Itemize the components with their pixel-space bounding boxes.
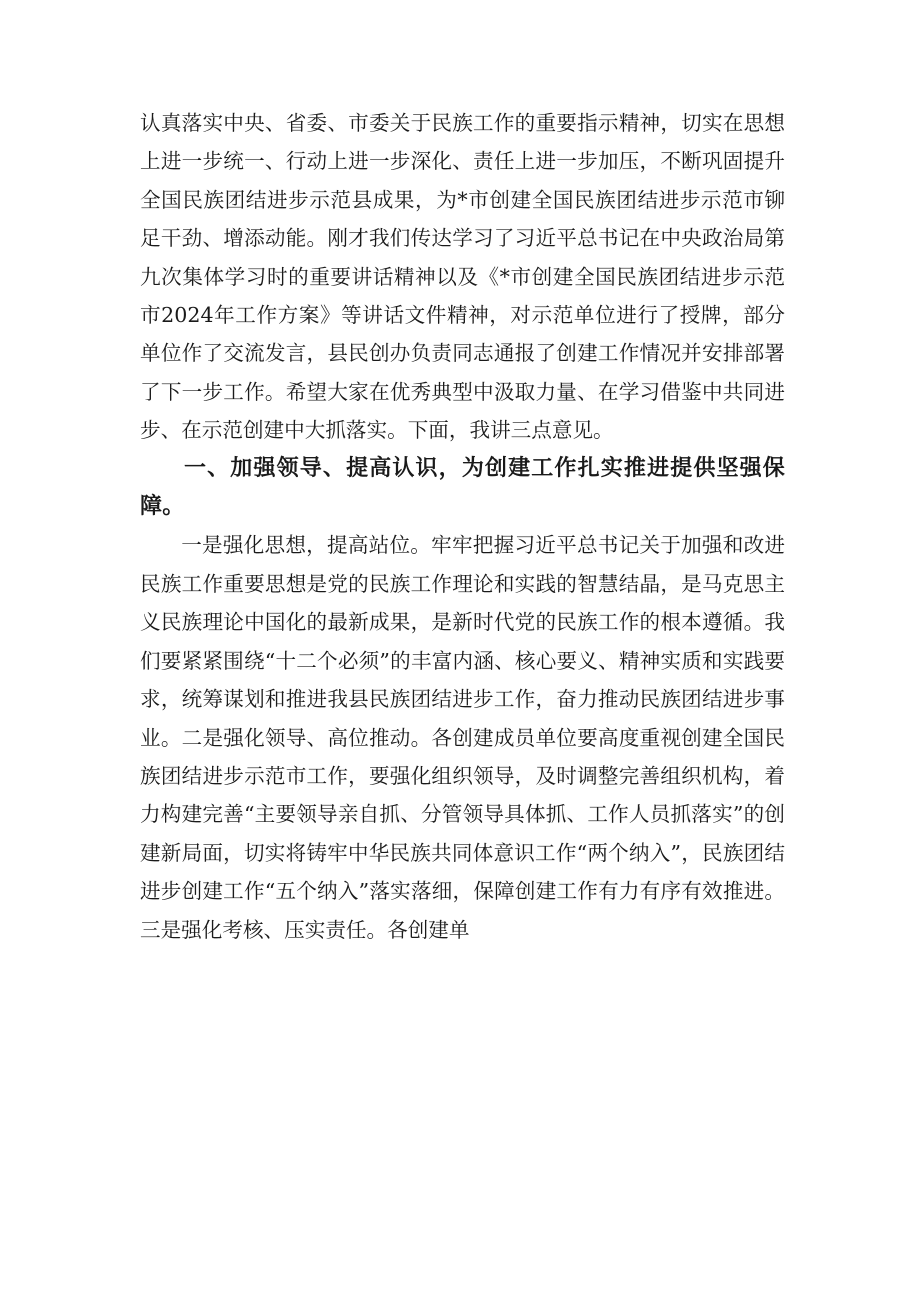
section-body-paragraph: 一是强化思想，提高站位。牢牢把握习近平总书记关于加强和改进民族工作重要思想是党的民族工作理论和实践的智慧结晶，是马克思主义民族理论中国化的最新成果，是新时代党的民族工作的根本遵循。我们要紧紧围绕“十二个必须”的丰富内涵、核心要义、精神实质和实践要求，统筹谋划和推进我县民族团结进步工作，奋力推动民族团结进步事业。二是强化领导、高位推动。各创建成员单位要高度重视创建全国民族团结进步示范市工作，要强化组织领导，及时调整完善组织机构，着力构建完善“主要领导亲自抓、分管领导具体抓、工作人员抓落实”的创建新局面，切实将铸牢中华民族共同体意识工作“两个纳入”，民族团结进步创建工作“五个纳入”落实落细，保障创建工作有力有序有效推进。三是强化考核、压实责任。各创建单 xyxy=(140,533,785,942)
section-heading: 一、加强领导、提高认识，为创建工作扎实推进提供坚强保障。 xyxy=(140,455,785,520)
intro-paragraph: 认真落实中央、省委、市委关于民族工作的重要指示精神，切实在思想上进一步统一、行动上进一步深化、责任上进一步加压，不断巩固提升全国民族团结进步示范县成果，为*市创建全国民族团结进步示范市铆足干劲、增添动能。刚才我们传达学习了习近平总书记在中央政治局第九次集体学习时的重要讲话精神以及《*市创建全国民族团结进步示范市2024年工作方案》等讲话文件精神，对示范单位进行了授牌，部分单位作了交流发言，县民创办负责同志通报了创建工作情况并安排部署了下一步工作。希望大家在优秀典型中汲取力量、在学习借鉴中共同进步、在示范创建中大抓落实。下面，我讲三点意见。 xyxy=(140,111,785,443)
document-page xyxy=(140,104,785,949)
